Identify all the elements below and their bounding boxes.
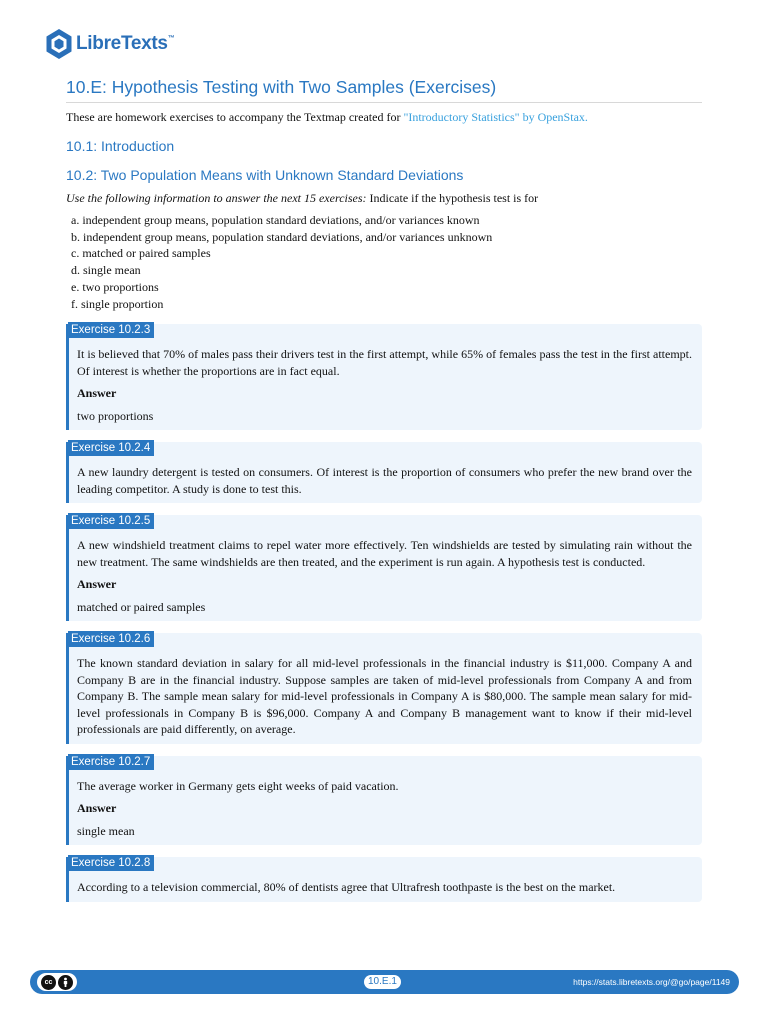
page-number: 10.E.1 bbox=[364, 975, 401, 989]
exercise-label: Exercise 10.2.3 bbox=[68, 322, 154, 338]
section-heading-introduction[interactable]: 10.1: Introduction bbox=[66, 138, 175, 154]
creative-commons-icon: cc bbox=[41, 975, 56, 990]
libretexts-logo[interactable] bbox=[45, 26, 174, 62]
exercise-text: A new windshield treatment claims to repel water more effectively. Ten windshields are tested by simulating rain without the new treatment. The same windshields are then treated, and the experiment is run again. A hypothesis test is conducted. bbox=[77, 538, 692, 569]
textmap-link[interactable]: "Introductory Statistics" by OpenStax. bbox=[403, 110, 588, 124]
exercise-text: According to a television commercial, 80% of dentists agree that Ultrafresh toothpaste is the best on the market. bbox=[77, 880, 616, 895]
exercise-label: Exercise 10.2.6 bbox=[68, 631, 154, 647]
exercise-text: A new laundry detergent is tested on consumers. Of interest is the proportion of consumers who prefer the new brand over the leading competitor. A study is done to test this. bbox=[77, 465, 692, 496]
page-url[interactable]: https://stats.libretexts.org/@go/page/1149 bbox=[573, 977, 730, 987]
exercise-text: The known standard deviation in salary for all mid-level professionals in the financial industry is $11,000. Company A and Company B are in the financial industry. Suppose samples are taken of mid-level professionals from Company A and from Company B. The sample mean salary for mid-level professionals in Company A is $80,000. The sample mean salary for mid-level professionals in Company B is $96,000. Company A and Company B management want to know if their mid-level professionals are paid differently, on average. bbox=[77, 656, 692, 737]
instructions: Use the following information to answer the next 15 exercises: Indicate if the hypothesis test is for bbox=[66, 191, 539, 205]
cc-license-badge[interactable] bbox=[37, 973, 77, 991]
option-a: a. independent group means, population standard deviations, and/or variances known bbox=[71, 213, 480, 227]
page-title: 10.E: Hypothesis Testing with Two Samples (Exercises) bbox=[66, 76, 702, 103]
answer-text: two proportions bbox=[77, 409, 154, 424]
option-c: c. matched or paired samples bbox=[71, 246, 211, 261]
page-footer bbox=[30, 970, 739, 994]
answer-text: matched or paired samples bbox=[77, 600, 206, 615]
exercise-label: Exercise 10.2.8 bbox=[68, 855, 154, 871]
option-d: d. single mean bbox=[71, 263, 141, 278]
answer-text: single mean bbox=[77, 824, 135, 839]
exercise-10-2-7 bbox=[66, 756, 702, 846]
page-content bbox=[66, 76, 702, 902]
answer-heading[interactable]: Answer bbox=[77, 386, 117, 401]
exercise-10-2-8 bbox=[66, 857, 702, 902]
exercise-10-2-4 bbox=[66, 442, 702, 503]
exercise-text: The average worker in Germany gets eight weeks of paid vacation. bbox=[77, 778, 399, 793]
exercise-10-2-5 bbox=[66, 515, 702, 621]
answer-heading[interactable]: Answer bbox=[77, 801, 117, 816]
exercise-label: Exercise 10.2.4 bbox=[68, 440, 154, 456]
logo-wordmark: LibreTexts™ bbox=[76, 33, 175, 54]
answer-heading[interactable]: Answer bbox=[77, 577, 117, 592]
section-heading-two-population-means[interactable]: 10.2: Two Population Means with Unknown Standard Deviations bbox=[66, 167, 464, 183]
libretexts-logo-icon bbox=[45, 28, 73, 60]
attribution-icon bbox=[58, 975, 73, 990]
option-b: b. independent group means, population standard deviations, and/or variances unknown bbox=[71, 229, 493, 244]
option-f: f. single proportion bbox=[71, 296, 164, 311]
exercise-text: It is believed that 70% of males pass their drivers test in the first attempt, while 65% of females pass the test in the first attempt. Of interest is whether the proportions are in fact equal. bbox=[77, 347, 692, 378]
exercise-label: Exercise 10.2.5 bbox=[68, 513, 154, 529]
options-list bbox=[66, 212, 702, 312]
exercise-label: Exercise 10.2.7 bbox=[68, 754, 154, 770]
exercise-10-2-3 bbox=[66, 324, 702, 430]
exercise-10-2-6 bbox=[66, 633, 702, 744]
option-e: e. two proportions bbox=[71, 279, 159, 294]
intro-paragraph: These are homework exercises to accompany the Textmap created for "Introductory Statistics" by OpenStax. bbox=[66, 110, 588, 124]
